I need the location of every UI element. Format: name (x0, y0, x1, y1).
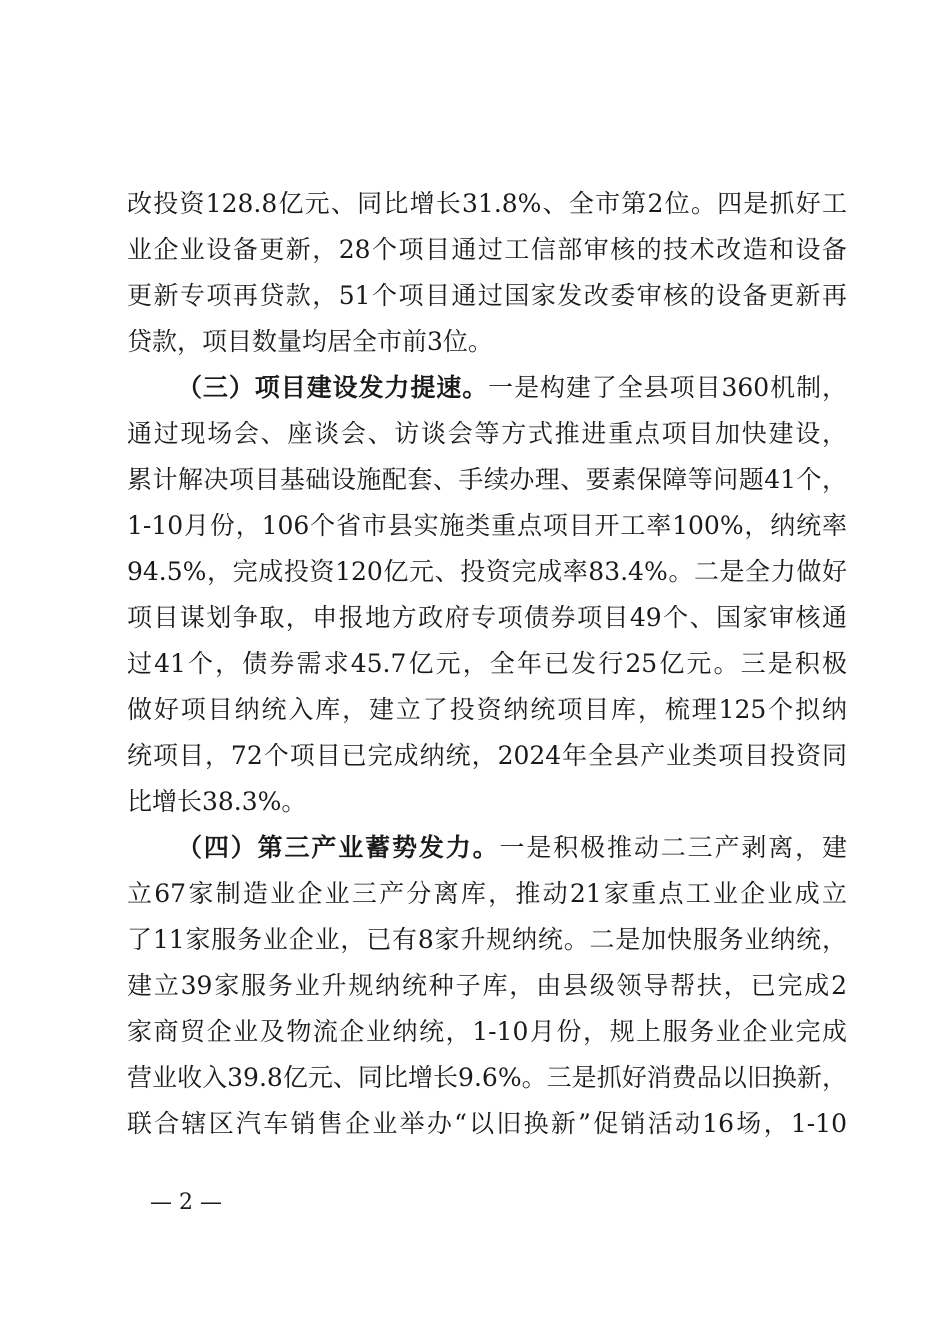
paragraph-line: 立67家制造业企业三产分离库，推动21家重点工业企业成立 (127, 879, 847, 908)
paragraph-line: 更新专项再贷款，51个项目通过国家发改委审核的设备更新再 (127, 281, 847, 310)
paragraph-line: 业企业设备更新，28个项目通过工信部审核的技术改造和设备 (127, 235, 847, 264)
paragraph-line: 营业收入39.8亿元、同比增长9.6%。三是抓好消费品以旧换新， (127, 1063, 847, 1092)
paragraph-line: 了11家服务业企业，已有8家升规纳统。二是加快服务业纳统， (127, 925, 847, 954)
paragraph-line: 建立39家服务业升规纳统种子库，由县级领导帮扶，已完成2 (127, 971, 847, 1000)
paragraph-first-line (177, 370, 847, 406)
paragraph-line: 项目谋划争取，申报地方政府专项债券项目49个、国家审核通 (127, 603, 847, 632)
paragraph-line: 做好项目纳统入库，建立了投资纳统项目库，梳理125个拟纳 (127, 695, 847, 724)
section-heading: （三）项目建设发力提速。 (177, 373, 489, 402)
paragraph-line: 统项目，72个项目已完成纳统，2024年全县产业类项目投资同 (127, 741, 847, 770)
paragraph-line: 1-10月份，106个省市县实施类重点项目开工率100%，纳统率 (127, 511, 847, 540)
paragraph-line: 累计解决项目基础设施配套、手续办理、要素保障等问题41个， (127, 465, 847, 494)
paragraph-line: 联合辖区汽车销售企业举办“以旧换新”促销活动16场，1-10 (127, 1109, 847, 1138)
paragraph-first-line (177, 830, 847, 866)
paragraph-text: 一是积极推动二三产剥离，建 (499, 833, 847, 862)
paragraph-text: 一是构建了全县项目360机制， (488, 373, 847, 402)
section-heading: （四）第三产业蓄势发力。 (177, 833, 500, 862)
paragraph-line: 贷款，项目数量均居全市前3位。 (127, 327, 493, 356)
paragraph-line: 改投资128.8亿元、同比增长31.8%、全市第2位。四是抓好工 (127, 189, 847, 218)
paragraph-line: 通过现场会、座谈会、访谈会等方式推进重点项目加快建设， (127, 419, 847, 448)
paragraph-line: 94.5%，完成投资120亿元、投资完成率83.4%。二是全力做好 (127, 557, 847, 586)
paragraph-line: 过41个，债券需求45.7亿元，全年已发行25亿元。三是积极 (127, 649, 847, 678)
page-number: — 2 — (150, 1190, 222, 1215)
paragraph-line: 比增长38.3%。 (127, 787, 307, 816)
paragraph-line: 家商贸企业及物流企业纳统，1-10月份，规上服务业企业完成 (127, 1017, 847, 1046)
